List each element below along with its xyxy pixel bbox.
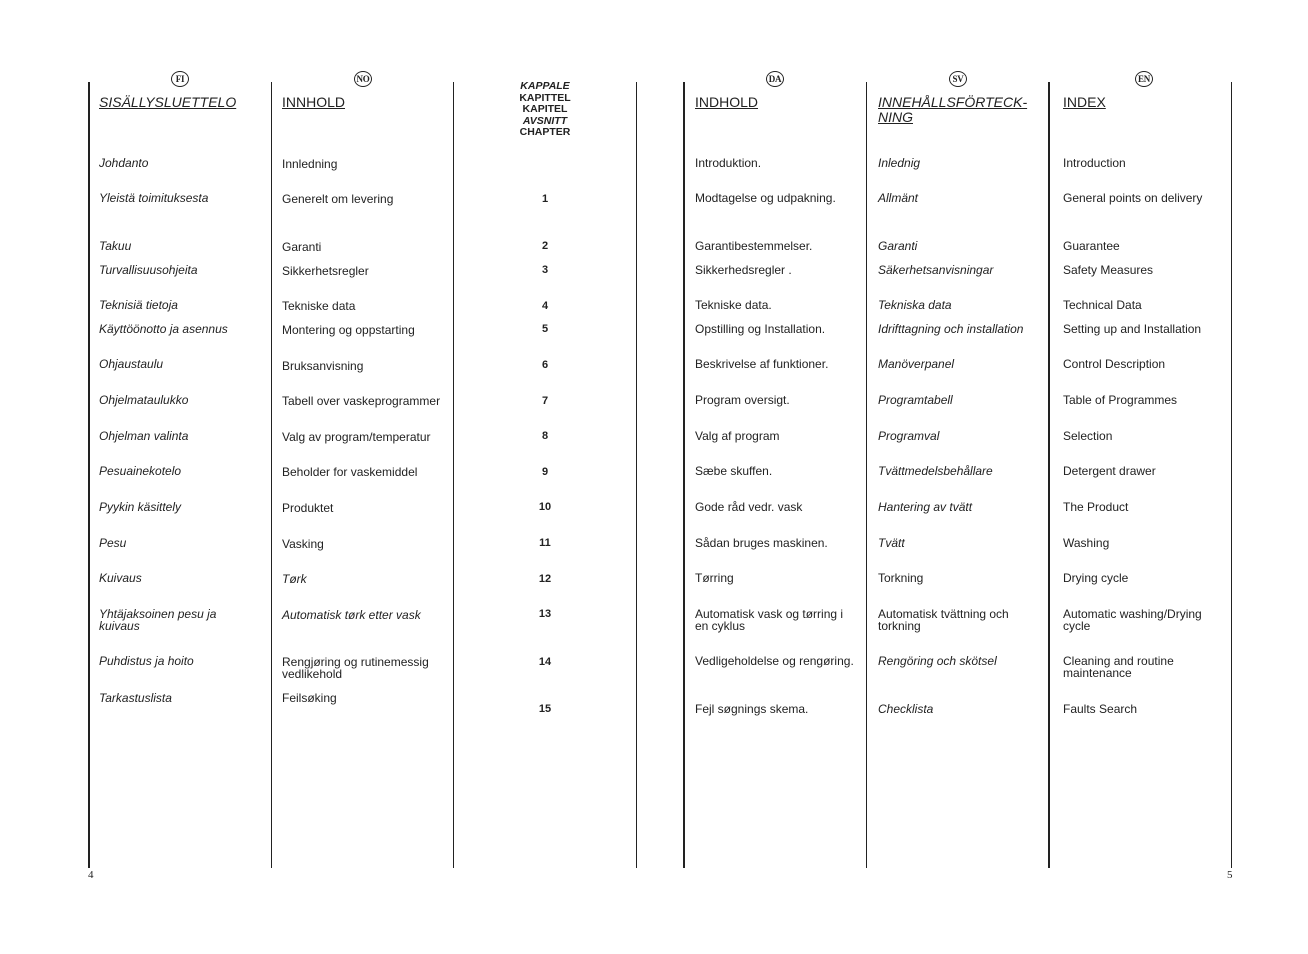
toc-entry: Yleistä toimituksesta xyxy=(99,191,209,205)
toc-entry: Automatisk tørk etter vask xyxy=(282,608,421,622)
toc-entry: Rengöring och skötsel xyxy=(878,654,997,668)
column-title: INDHOLD xyxy=(695,94,759,110)
chapter-header-line: KAPITTEL xyxy=(519,91,571,104)
toc-entry: Garanti xyxy=(282,240,322,254)
toc-entry: Beholder for vaskemiddel xyxy=(282,465,418,479)
toc-entry: Montering og oppstarting xyxy=(282,323,415,337)
chapter-header-line: CHAPTER xyxy=(519,126,571,138)
toc-entry: Setting up and Installation xyxy=(1063,322,1202,336)
column-title: INDEX xyxy=(1063,94,1106,110)
language-badge-no: NO xyxy=(354,71,372,87)
language-badge-da: DA xyxy=(766,71,784,87)
toc-entry: Tarkastuslista xyxy=(99,691,172,705)
toc-entry: The Product xyxy=(1063,500,1129,514)
toc-entry: Rengjøring og rutinemessig vedlikehold xyxy=(282,655,429,681)
toc-entry: Pyykin käsittely xyxy=(99,500,182,514)
column-title: SISÄLLYSLUETTELO xyxy=(99,94,237,110)
toc-entry: Generelt om levering xyxy=(282,192,394,206)
toc-entry: Drying cycle xyxy=(1063,571,1129,585)
toc-entry: Opstilling og Installation. xyxy=(695,322,826,336)
toc-entry: Produktet xyxy=(282,501,334,515)
toc-entry: Vedligeholdelse og rengøring. xyxy=(695,654,854,668)
toc-entry: Turvallisuusohjeita xyxy=(99,263,198,277)
toc-entry: Sådan bruges maskinen. xyxy=(695,536,828,550)
chapter-number: 5 xyxy=(541,323,549,335)
toc-entry: Cleaning and routine maintenance xyxy=(1063,654,1174,680)
toc-entry: Checklista xyxy=(878,702,934,716)
toc-entry: Hantering av tvätt xyxy=(878,500,973,514)
chapter-number: 11 xyxy=(539,537,551,549)
chapter-number: 8 xyxy=(541,430,549,442)
toc-entry: Tørring xyxy=(695,571,734,585)
toc-entry: Automatisk vask og tørring i en cyklus xyxy=(695,607,844,633)
toc-entry: Control Description xyxy=(1063,357,1166,371)
column-title: INNEHÅLLSFÖRTECK-NING xyxy=(878,94,1028,125)
toc-entry: Bruksanvisning xyxy=(282,359,364,373)
toc-entry: Tekniske data. xyxy=(695,298,772,312)
toc-entry: Garanti xyxy=(878,239,918,253)
toc-entry: Pesuainekotelo xyxy=(99,464,182,478)
chapter-number: 6 xyxy=(541,359,549,371)
column-divider xyxy=(1048,82,1050,868)
toc-entry: Automatisk tvättning och torkning xyxy=(878,607,1009,633)
toc-entry: Tvättmedelsbehållare xyxy=(878,464,993,478)
toc-entry: General points on delivery xyxy=(1063,191,1203,205)
toc-entry: Torkning xyxy=(878,571,924,585)
toc-entry: Fejl søgnings skema. xyxy=(695,702,809,716)
toc-entry: Ohjelmataulukko xyxy=(99,393,189,407)
language-badge-en: EN xyxy=(1135,71,1153,87)
toc-entry: Detergent drawer xyxy=(1063,464,1156,478)
language-badge-sv: SV xyxy=(949,71,967,87)
column-title: INNHOLD xyxy=(282,94,346,110)
page-number-right: 5 xyxy=(1227,869,1233,881)
toc-entry: Washing xyxy=(1063,536,1110,550)
toc-entry: Valg av program/temperatur xyxy=(282,430,431,444)
toc-entry: Käyttöönotto ja asennus xyxy=(99,322,228,336)
toc-entry: Allmänt xyxy=(878,191,919,205)
toc-entry: Pesu xyxy=(99,536,127,550)
toc-entry: Tekniske data xyxy=(282,299,356,313)
toc-entry: Johdanto xyxy=(99,156,149,170)
toc-entry: Introduktion. xyxy=(695,156,762,170)
language-badge-fi: FI xyxy=(171,71,189,87)
toc-entry: Table of Programmes xyxy=(1063,393,1178,407)
page-number-left: 4 xyxy=(88,869,94,881)
chapter-header-line: KAPITEL xyxy=(522,103,568,115)
toc-entry: Ohjaustaulu xyxy=(99,357,164,371)
toc-entry: Feilsøking xyxy=(282,691,337,705)
chapter-number: 9 xyxy=(541,466,549,478)
page-rule-right-start xyxy=(683,82,685,868)
chapter-number: 3 xyxy=(541,264,549,276)
chapter-number: 15 xyxy=(538,703,552,715)
toc-entry: Tekniska data xyxy=(878,298,952,312)
toc-entry: Selection xyxy=(1063,429,1113,443)
toc-entry: Sikkerhedsregler . xyxy=(695,263,792,277)
page-rule-left xyxy=(88,82,90,868)
toc-entry: Innledning xyxy=(282,157,338,171)
toc-entry: Tabell over vaskeprogrammer xyxy=(282,394,441,408)
toc-entry: Inlednig xyxy=(878,156,921,170)
toc-entry: Säkerhetsanvisningar xyxy=(878,263,994,277)
chapter-header-line: KAPPALE xyxy=(520,80,570,92)
toc-entry: Vasking xyxy=(282,537,324,551)
toc-entry: Garantibestemmelser. xyxy=(695,239,813,253)
chapter-header-line: AVSNITT xyxy=(522,114,568,127)
page-rule-right xyxy=(1231,82,1232,868)
toc-entry: Beskrivelse af funktioner. xyxy=(695,357,829,371)
toc-entry: Idrifttagning och installation xyxy=(878,322,1024,336)
column-divider xyxy=(271,82,272,868)
toc-entry: Safety Measures xyxy=(1063,263,1154,277)
toc-entry: Tvätt xyxy=(878,536,905,550)
toc-entry: Manöverpanel xyxy=(878,357,955,371)
toc-entry: Yhtäjaksoinen pesu ja kuivaus xyxy=(99,607,217,633)
chapter-number: 2 xyxy=(541,240,549,252)
chapter-number: 7 xyxy=(541,395,549,407)
column-divider xyxy=(636,82,637,868)
toc-entry: Teknisiä tietoja xyxy=(99,298,178,312)
toc-entry: Puhdistus ja hoito xyxy=(99,654,194,668)
toc-entry: Guarantee xyxy=(1063,239,1120,253)
toc-entry: Takuu xyxy=(99,239,132,253)
toc-entry: Tørk xyxy=(282,572,307,586)
toc-entry: Introduction xyxy=(1063,156,1126,170)
toc-entry: Automatic washing/Drying cycle xyxy=(1063,607,1202,633)
column-divider xyxy=(453,82,454,868)
toc-entry: Gode råd vedr. vask xyxy=(695,500,803,514)
chapter-number: 4 xyxy=(541,300,549,312)
chapter-header xyxy=(505,81,585,139)
toc-entry: Faults Search xyxy=(1063,702,1138,716)
toc-entry: Sæbe skuffen. xyxy=(695,464,773,478)
toc-entry: Modtagelse og udpakning. xyxy=(695,191,836,205)
chapter-number: 10 xyxy=(538,501,552,513)
chapter-number: 14 xyxy=(538,656,552,668)
toc-entry: Technical Data xyxy=(1063,298,1142,312)
toc-entry: Valg af program xyxy=(695,429,780,443)
chapter-number: 12 xyxy=(538,573,552,585)
chapter-number: 13 xyxy=(538,608,552,620)
toc-entry: Programtabell xyxy=(878,393,953,407)
toc-entry: Sikkerhetsregler xyxy=(282,264,369,278)
toc-entry: Kuivaus xyxy=(99,571,142,585)
toc-entry: Ohjelman valinta xyxy=(99,429,189,443)
toc-entry: Program oversigt. xyxy=(695,393,790,407)
toc-entry: Programval xyxy=(878,429,940,443)
chapter-number: 1 xyxy=(541,193,549,205)
column-divider xyxy=(866,82,867,868)
